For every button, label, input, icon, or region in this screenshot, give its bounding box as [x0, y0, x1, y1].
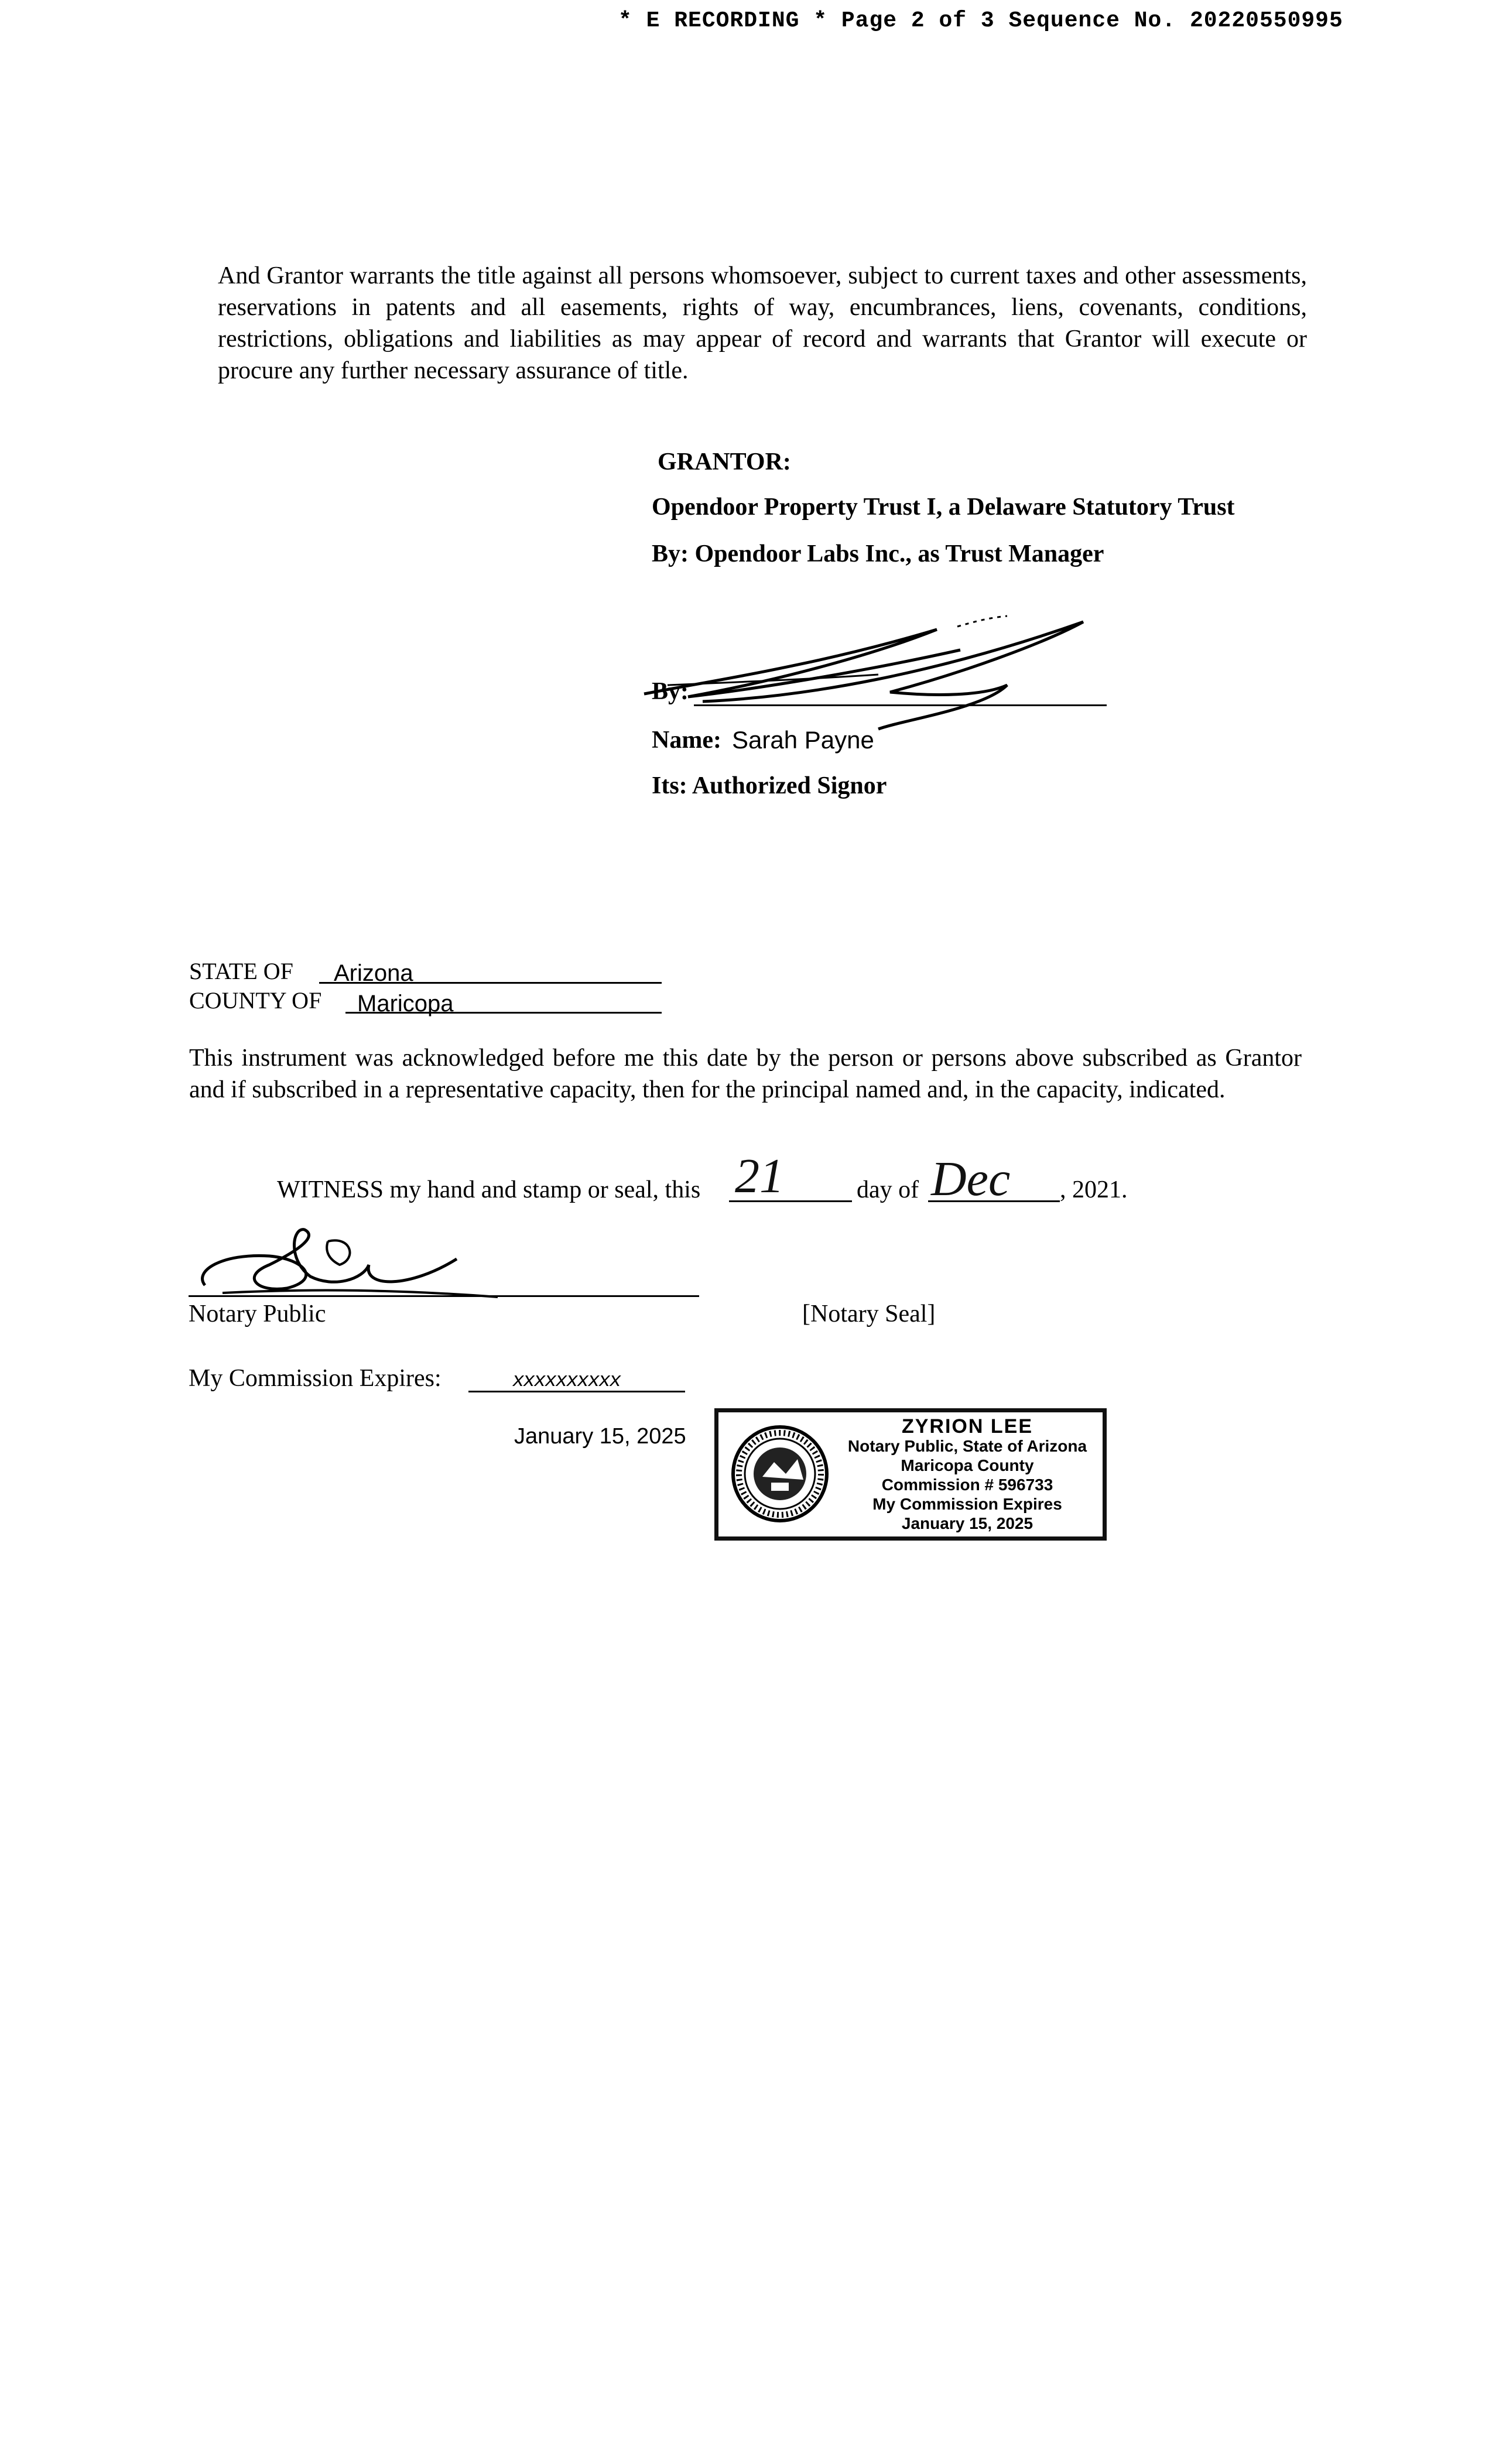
stamp-expires-label: My Commission Expires — [872, 1495, 1062, 1513]
notary-signature — [187, 1224, 515, 1306]
stamp-title: Notary Public, State of Arizona — [847, 1437, 1087, 1455]
stamp-commission-number: Commission # 596733 — [881, 1476, 1053, 1494]
signer-name: Sarah Payne — [732, 726, 874, 754]
grantor-by-line: By: Opendoor Labs Inc., as Trust Manager — [652, 540, 1104, 567]
notary-signature-line — [189, 1295, 699, 1297]
notary-stamp — [714, 1408, 1107, 1541]
county-line — [345, 1012, 662, 1014]
recording-header: * E RECORDING * Page 2 of 3 Sequence No. 20220550995 — [618, 8, 1343, 33]
state-value: Arizona — [334, 960, 413, 986]
day-label: day of — [857, 1176, 919, 1203]
its-line: Its: Authorized Signor — [652, 772, 887, 799]
by-label: By: — [652, 678, 689, 705]
month-value: Dec — [931, 1152, 1011, 1206]
stamp-county: Maricopa County — [901, 1456, 1034, 1474]
state-label: STATE OF — [189, 958, 293, 984]
county-label: COUNTY OF — [189, 987, 322, 1014]
stamp-notary-name: ZYRION LEE — [901, 1415, 1033, 1438]
notary-label: Notary Public — [189, 1301, 326, 1327]
commission-line — [468, 1391, 685, 1392]
notary-seal-label: [Notary Seal] — [802, 1301, 936, 1327]
commission-date: January 15, 2025 — [514, 1424, 686, 1449]
commission-struck: xxxxxxxxxx — [512, 1370, 621, 1392]
commission-label: My Commission Expires: — [189, 1365, 442, 1392]
name-label: Name: — [652, 727, 721, 754]
state-line — [319, 982, 662, 984]
state-seal-icon — [730, 1424, 830, 1524]
witness-prefix: WITNESS my hand and stamp or seal, this — [277, 1176, 701, 1203]
day-value: 21 — [735, 1149, 784, 1203]
stamp-expires-date: January 15, 2025 — [901, 1514, 1033, 1532]
county-value: Maricopa — [357, 991, 454, 1017]
grantor-heading: GRANTOR: — [658, 449, 791, 475]
year-suffix: , 2021. — [1060, 1176, 1128, 1203]
grantor-entity: Opendoor Property Trust I, a Delaware Statutory Trust — [652, 494, 1235, 521]
warranty-paragraph: And Grantor warrants the title against all persons whomsoever, subject to current taxes and other assessments, reservations in patents and all easements, rights of way, encumbrances, liens, covenants, conditions, restrictions, obligations and liabilities as may appear of record and warrants that Grantor will execute or procure any further necessary assurance of title. — [218, 262, 1307, 384]
acknowledgment-paragraph: This instrument was acknowledged before me this date by the person or persons above subscribed as Grantor and if subscribed in a representative capacity, then for the principal named and, in the capacity, indicated. — [189, 1045, 1302, 1103]
